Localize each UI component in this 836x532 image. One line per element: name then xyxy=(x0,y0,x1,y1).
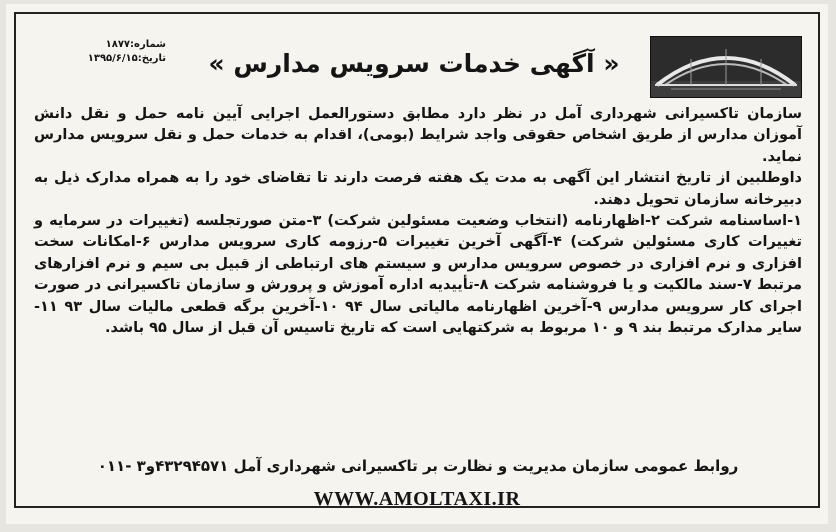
notice-paragraph-deadline: داوطلبین از تاریخ انتشار این آگهی به مدت یک هفته فرصت دارند تا تقاضای خود را به همراه مدارک ذیل به دبیرخانه سازمان تحویل دهند. xyxy=(34,170,802,208)
notice-body xyxy=(34,104,802,339)
notice-paragraph-intro: سازمان تاکسیرانی شهرداری آمل در نظر دارد مطابق دستورالعمل اجرایی آیین نامه حمل و نقل دانش آموزان مدارس از طریق اشخاص حقوقی واجد شرایط (بومی)، اقدام به خدمات حمل و نقل سرویس مدارس نماید. xyxy=(34,106,802,165)
notice-number: شماره:۱۸۷۷ xyxy=(105,39,166,50)
notice-date: تاریخ:۱۳۹۵/۶/۱۵ xyxy=(87,53,166,64)
notice-frame xyxy=(14,12,820,508)
notice-paragraph-documents: ۱-اساسنامه شرکت ۲-اظهارنامه (انتخاب وضعیت مسئولین شرکت) ۳-متن صورتجلسه (تغییرات در سرمایه و تغییرات کاری مسئولین شرکت) ۴-آگهی آخرین تغییرات ۵-رزومه کاری سرویس مدارس ۶-امکانات سخت افزاری و نرم افزاری در خصوص سرویس مدارس و سیستم های ارتباطی از قبیل بی سیم و نرم افزارهای مرتبط ۷-سند مالکیت و یا فروشنامه شرکت ۸-تأییدیه اداره آموزش و پرورش و سازمان تاکسیرانی در صورت اجرای کار سرویس مدارس ۹-آخرین اظهارنامه مالیاتی سال ۹۴ ۱۰-آخرین برگه قطعی مالیات سال ۹۳ ۱۱-سایر مدارک مرتبط بند ۹ و ۱۰ مربوط به شرکتهایی است که تاریخ تاسیس آن قبل از سال ۹۵ باشد. xyxy=(34,213,802,337)
notice-title: « آگهی خدمات سرویس مدارس » xyxy=(208,49,620,78)
notice-footer: روابط عمومی سازمان مدیریت و نظارت بر تاکسیرانی شهرداری آمل ۴۳۲۹۴۵۷۱و۳ -۰۱۱ xyxy=(97,457,739,475)
notice-website: WWW.AMOLTAXI.IR xyxy=(313,488,521,510)
newspaper-clipping xyxy=(6,4,828,524)
bridge-arch-logo-icon xyxy=(650,36,802,98)
notice-meta xyxy=(36,38,166,66)
